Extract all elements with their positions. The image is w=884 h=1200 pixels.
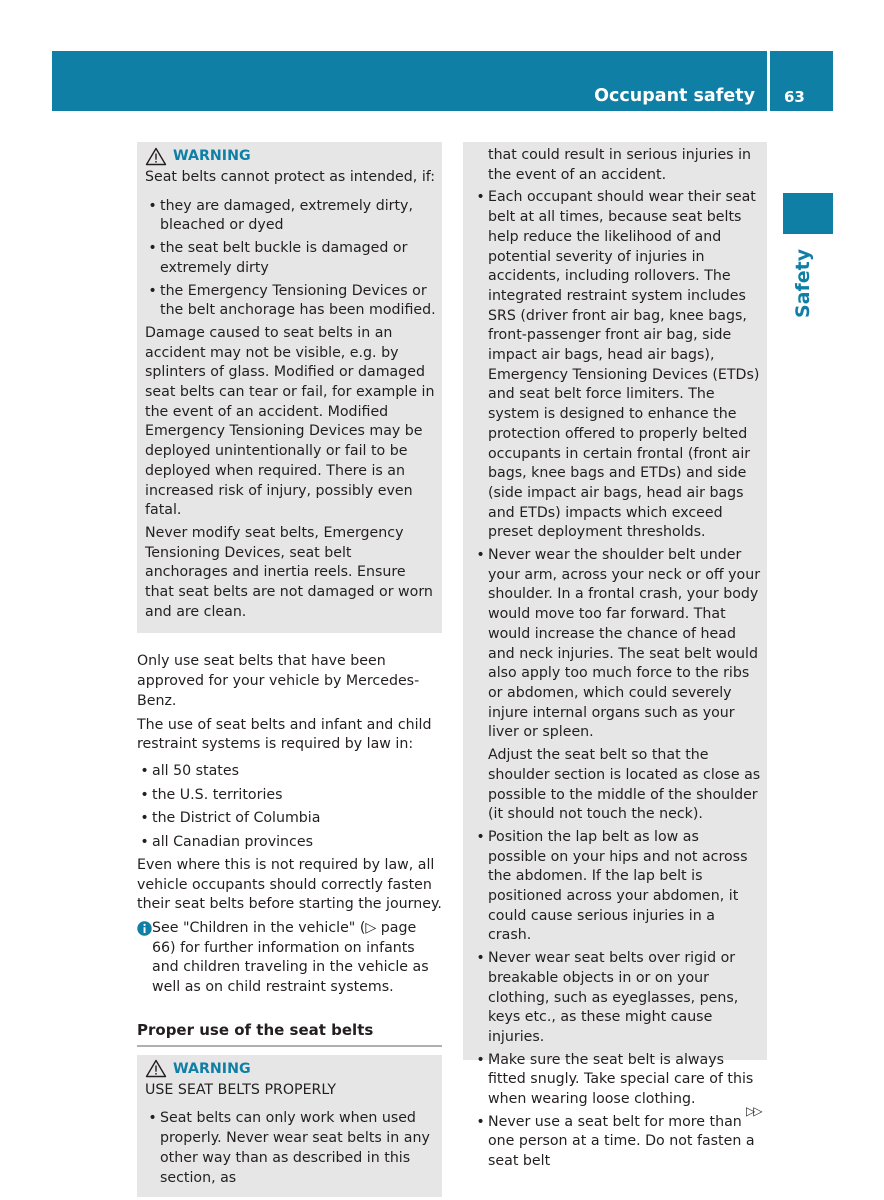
left-body <box>137 633 442 1046</box>
list-item: • all Canadian provinces <box>140 834 313 851</box>
continuation-text: that could result in serious injuries in the event of an accident. <box>488 147 752 183</box>
warning-label: WARNING <box>173 148 251 164</box>
paragraph: Only use seat belts that have been approved for your vehicle by Mercedes-Benz. <box>137 653 420 709</box>
warning-box-proper-use <box>137 1055 442 1198</box>
right-column <box>463 142 767 1170</box>
warning-heading <box>145 1059 436 1079</box>
list-item: • Position the lap belt as low as possible on your hips and not across the abdomen. If the lap belt is positioned across your abdomen, it could cause serious injuries in a crash. <box>476 828 748 944</box>
list-item: • Never wear the shoulder belt under your arm, across your neck or off your shoulder. In a frontal crash, your body would move too far forward. That would increase the chance of head and neck injuries. The seat belt would also apply too much force to the ribs or abdomen, which could severely injure internal organs such as your liver or spleen. <box>476 547 761 741</box>
list-item: • the District of Columbia <box>140 810 321 827</box>
page-number: 63 <box>784 88 805 106</box>
warning-intro: Seat belts cannot protect as intended, if: <box>145 169 436 185</box>
warning-heading <box>145 146 436 166</box>
list-item: • the Emergency Tensioning Devices or the belt anchorage has been modified. <box>148 282 436 319</box>
list-item: • Each occupant should wear their seat belt at all times, because seat belts help reduce the likelihood of and potential severity of injuries in accidents, including rollovers. The integrated restraint system includes SRS (driver front air bag, knee bags, front-passenger front air bag, side impact air bags, head air bags), Emergency Tensioning Devices (ETDs) and seat belt force limiters. The system is designed to enhance the protection offered to properly belted occupants in certain frontal (front air bags, knee bags and ETDs) and side (side impact air bags, head air bags and ETDs) impacts which exceed preset deployment thresholds. <box>476 189 760 541</box>
warning-paragraph: Never modify seat belts, Emergency Tensioning Devices, seat belt anchorages and inertia reels. Ensure that seat belts are not damaged or worn and are clean. <box>145 524 433 620</box>
warning-triangle-icon <box>145 147 167 166</box>
list-item: • they are damaged, extremely dirty, bleached or dyed <box>148 197 413 234</box>
list-item: • the U.S. territories <box>140 786 283 803</box>
section-title: Occupant safety <box>594 86 755 106</box>
side-section-label: Safety <box>792 248 814 318</box>
warning-label: WARNING <box>173 1060 251 1077</box>
list-item: • Never use a seat belt for more than one person at a time. Do not fasten a seat belt <box>476 1113 755 1170</box>
paragraph: The use of seat belts and infant and child restraint systems is required by law in: <box>137 716 432 753</box>
warning-box-continued <box>463 142 767 1170</box>
info-note <box>137 919 442 998</box>
warning-subtitle: USE SEAT BELTS PROPERLY <box>145 1081 337 1098</box>
warning-triangle-icon <box>145 1059 167 1078</box>
continue-marker: ▷▷ <box>746 1104 761 1118</box>
list-item: • all 50 states <box>140 762 239 779</box>
list-item: • Make sure the seat belt is always fitted snugly. Take special care of this when wearing loose clothing. <box>476 1051 754 1108</box>
info-text: See "Children in the vehicle" (▷ page 66) for further information on infants and children traveling in the vehicle as well as on child restraint systems. <box>152 919 429 996</box>
paragraph: Even where this is not required by law, all vehicle occupants should correctly fasten their seat belts before starting the journey. <box>137 856 442 913</box>
list-item: • the seat belt buckle is damaged or extremely dirty <box>148 240 408 276</box>
left-column <box>137 142 442 1197</box>
warning-paragraph: Damage caused to seat belts in an accident may not be visible, e.g. by splinters of glass. Modified or damaged seat belts can tear or fail, for example in the event of an accident. Modified Emergency Tensioning Devices may be deployed unintentionally or fail to be deployed when required. There is an increased risk of injury, possibly even fatal. <box>145 324 435 519</box>
list-item: • Never wear seat belts over rigid or breakable objects in or on your clothing, such as eyeglasses, pens, keys etc., as these might cause injuries. <box>476 950 739 1045</box>
warning-box-seat-belts <box>137 142 442 633</box>
page-number-box <box>770 51 833 111</box>
header-bar <box>52 51 767 111</box>
warning-paragraph: Adjust the seat belt so that the shoulder section is located as close as possible to the middle of the shoulder (it should not touch the neck). <box>488 747 761 823</box>
section-heading: Proper use of the seat belts <box>137 1020 442 1047</box>
list-item: • Seat belts can only work when used properly. Never wear seat belts in any other way than as described in this section, as <box>148 1110 430 1186</box>
info-icon <box>137 921 152 936</box>
side-tab-marker <box>783 193 833 234</box>
